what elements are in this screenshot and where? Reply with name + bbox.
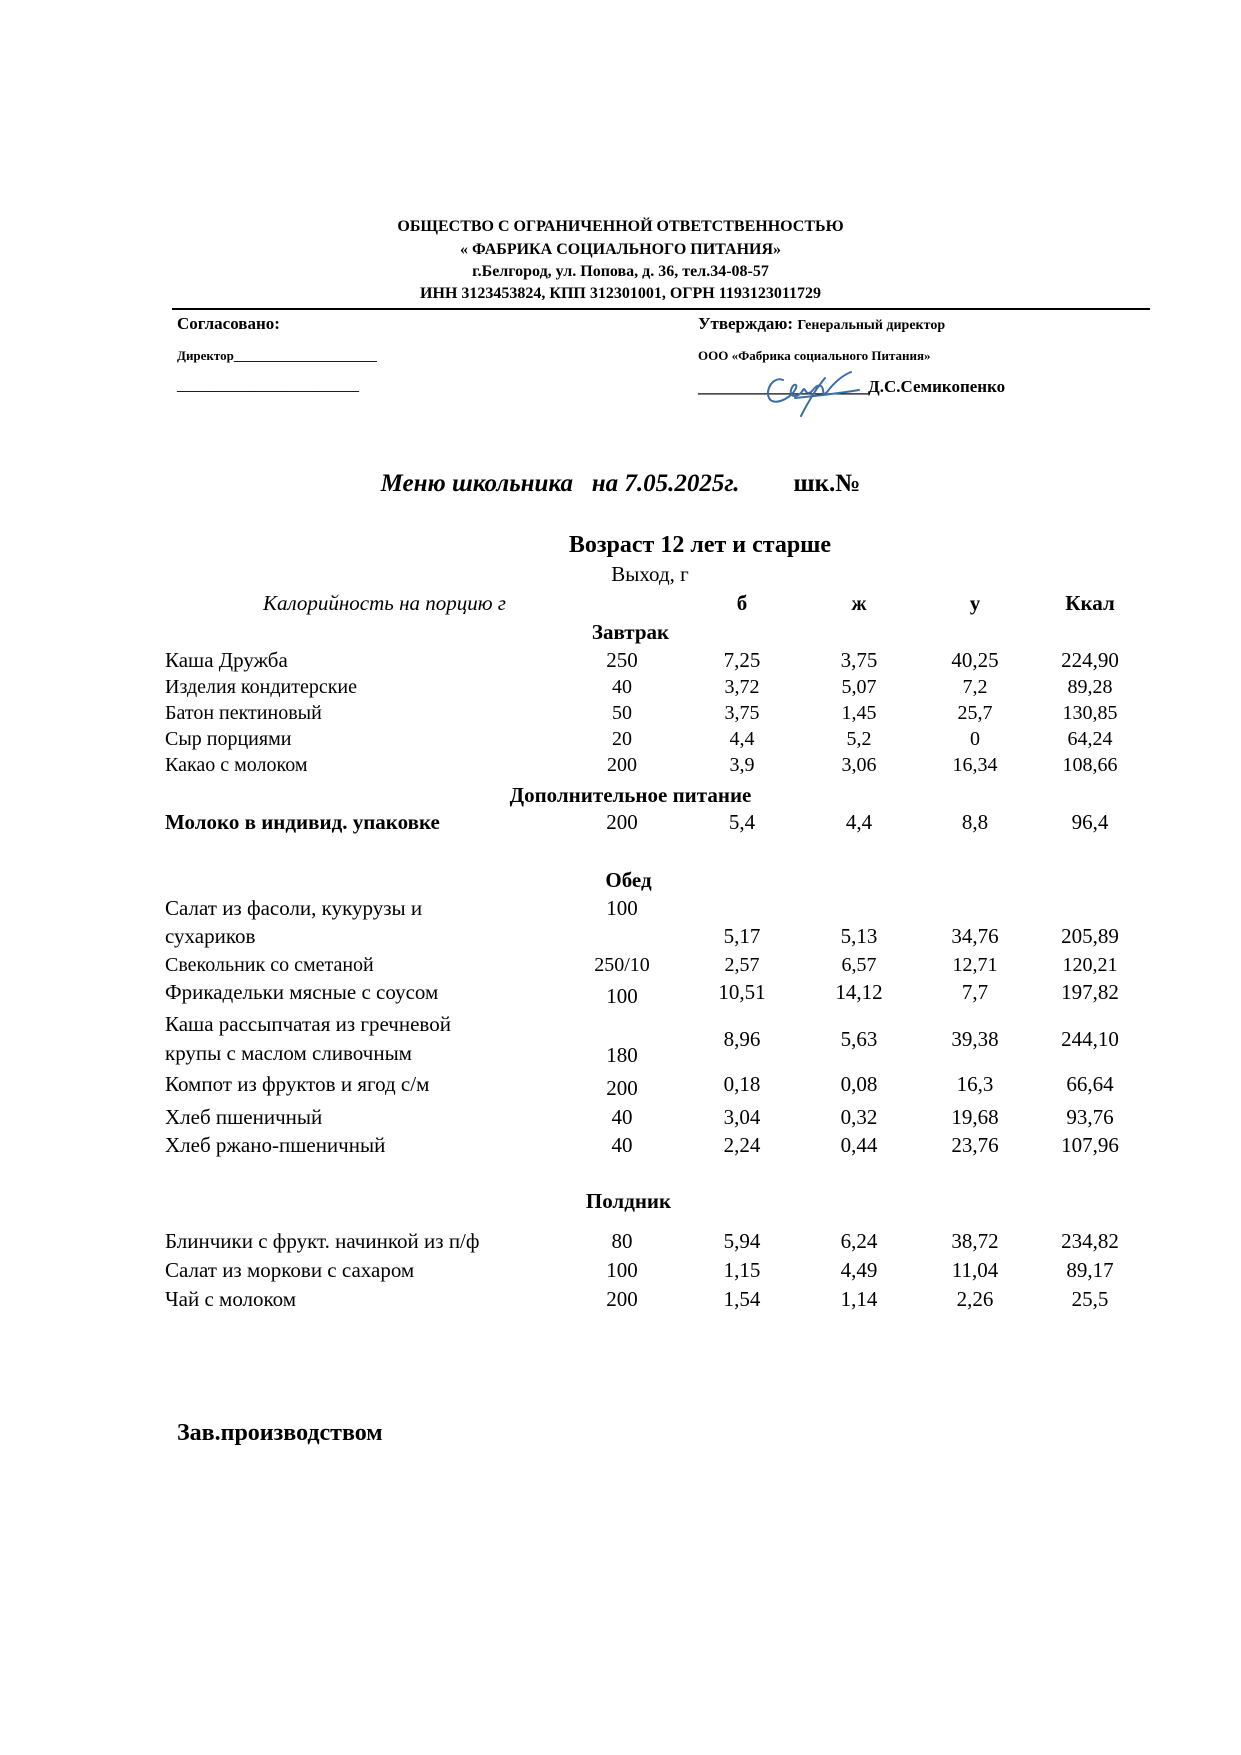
output-label: Выход, г — [611, 562, 689, 586]
fat-value: 0,32 — [840, 1105, 878, 1129]
dish-name: Свекольник со сметаной — [165, 954, 374, 976]
carb-value: 2,26 — [956, 1287, 994, 1311]
kcal-value: 108,66 — [1062, 754, 1118, 776]
production-head: Зав.производством — [177, 1420, 383, 1446]
protein-value: 1,15 — [723, 1258, 761, 1282]
fat-value: 3,06 — [841, 754, 877, 776]
protein-value: 3,72 — [724, 676, 760, 698]
protein-value: 3,75 — [724, 702, 760, 724]
dish-name-cont: крупы с маслом сливочным — [165, 1041, 412, 1065]
org-address: г.Белгород, ул. Попова, д. 36, тел.34-08-57 — [472, 263, 769, 280]
col-header-kcal: Ккал — [1065, 591, 1115, 615]
fat-value: 0,08 — [840, 1072, 878, 1096]
table-row — [0, 1012, 1241, 1072]
menu-title: Меню школьника на 7.05.2025г. — [380, 470, 740, 497]
carb-value: 7,2 — [962, 676, 988, 698]
kcal-value: 234,82 — [1061, 1229, 1119, 1253]
approve-block — [698, 314, 945, 334]
table-row — [0, 1105, 1241, 1135]
kcal-value: 25,5 — [1071, 1287, 1109, 1311]
carb-value: 16,3 — [956, 1072, 994, 1096]
kcal-value: 107,96 — [1061, 1133, 1119, 1157]
carb-value: 8,8 — [961, 810, 989, 834]
kcal-value: 64,24 — [1067, 728, 1113, 750]
carb-value: 11,04 — [951, 1258, 999, 1282]
kcal-value: 66,64 — [1066, 1072, 1114, 1096]
dish-name: Хлеб ржано-пшеничный — [165, 1133, 386, 1157]
col-header-b: б — [736, 591, 748, 615]
signer-name: Д.С.Семикопенко — [868, 377, 1006, 396]
protein-value: 10,51 — [718, 980, 766, 1004]
dish-name: Молоко в индивид. упаковке — [165, 810, 440, 834]
protein-value: 2,57 — [724, 954, 760, 976]
output-value: 100 — [606, 984, 638, 1008]
kcal-value: 244,10 — [1061, 1027, 1119, 1051]
carb-value: 19,68 — [951, 1105, 999, 1129]
output-value: 100 — [606, 1258, 638, 1282]
agreed-label: Согласовано: — [177, 314, 280, 333]
carb-value: 0 — [970, 728, 980, 750]
output-value: 200 — [606, 1287, 638, 1311]
kcal-value: 224,90 — [1061, 648, 1119, 672]
fat-value: 5,2 — [846, 728, 872, 750]
fat-value: 5,07 — [841, 676, 877, 698]
protein-value: 8,96 — [723, 1027, 761, 1051]
dish-name: Фрикадельки мясные с соусом — [165, 980, 439, 1004]
section-breakfast: Завтрак — [591, 620, 670, 644]
protein-value: 0,18 — [723, 1072, 761, 1096]
dish-name: Хлеб пшеничный — [165, 1105, 323, 1129]
dish-name: Каша рассыпчатая из гречневой — [165, 1012, 451, 1036]
carb-value: 23,76 — [951, 1133, 999, 1157]
fat-value: 6,24 — [840, 1229, 878, 1253]
dish-name: Каша Дружба — [165, 648, 288, 672]
table-row — [0, 1133, 1241, 1163]
table-row — [0, 810, 1241, 840]
director-line: Директор______________________ — [177, 348, 377, 363]
protein-value: 5,94 — [723, 1229, 761, 1253]
blank-line: ____________________________ — [177, 378, 359, 393]
output-value: 250 — [606, 648, 638, 672]
table-row — [0, 896, 1241, 956]
col-header-u: у — [969, 591, 981, 615]
protein-value: 4,4 — [729, 728, 755, 750]
carb-value: 25,7 — [957, 702, 993, 724]
table-row — [0, 1229, 1241, 1259]
output-value: 50 — [612, 702, 632, 724]
carb-value: 38,72 — [951, 1229, 999, 1253]
approve-label: Утверждаю: — [698, 314, 794, 333]
output-value: 200 — [606, 1076, 638, 1100]
carb-value: 7,7 — [961, 980, 989, 1004]
kcal-value: 130,85 — [1062, 702, 1118, 724]
output-value: 40 — [611, 1133, 633, 1157]
dish-name: Салат из моркови с сахаром — [165, 1258, 415, 1282]
table-row — [0, 754, 1241, 784]
output-value: 80 — [611, 1229, 633, 1253]
section-extra: Дополнительное питание — [509, 783, 752, 807]
dish-name: Блинчики с фрукт. начинкой из п/ф — [165, 1229, 480, 1253]
dish-name: Сыр порциями — [165, 728, 292, 750]
calorie-label: Калорийность на порцию г — [263, 591, 506, 615]
kcal-value: 93,76 — [1066, 1105, 1114, 1129]
carb-value: 34,76 — [951, 924, 999, 948]
output-value: 250/10 — [594, 954, 650, 976]
company-line: ООО «Фабрика социального Питания» — [698, 348, 931, 363]
org-requisites: ИНН 3123453824, КПП 312301001, ОГРН 1193123011729 — [420, 285, 821, 302]
section-snack: Полдник — [585, 1189, 672, 1213]
school-number: шк.№ — [793, 470, 861, 497]
protein-value: 2,24 — [723, 1133, 761, 1157]
output-value: 20 — [612, 728, 632, 750]
fat-value: 5,63 — [840, 1027, 878, 1051]
dish-name: Чай с молоком — [165, 1287, 297, 1311]
fat-value: 14,12 — [835, 980, 883, 1004]
output-value: 200 — [607, 754, 637, 776]
header-divider — [172, 308, 1150, 310]
org-name-line1: ОБЩЕСТВО С ОГРАНИЧЕННОЙ ОТВЕТСТВЕННОСТЬЮ — [397, 218, 844, 235]
carb-value: 40,25 — [951, 648, 999, 672]
carb-value: 12,71 — [952, 954, 998, 976]
kcal-value: 96,4 — [1071, 810, 1109, 834]
column-headers — [0, 591, 1241, 621]
protein-value: 5,4 — [728, 810, 756, 834]
output-value: 40 — [612, 676, 632, 698]
dish-name: Батон пектиновый — [165, 702, 322, 724]
kcal-value: 205,89 — [1061, 924, 1119, 948]
kcal-value: 197,82 — [1061, 980, 1119, 1004]
org-name-line2: « ФАБРИКА СОЦИАЛЬНОГО ПИТАНИЯ» — [459, 241, 782, 258]
dish-name-cont: сухариков — [165, 924, 256, 948]
signature — [755, 360, 865, 420]
section-lunch: Обед — [605, 868, 652, 892]
protein-value: 7,25 — [723, 648, 761, 672]
output-value: 200 — [606, 810, 638, 834]
menu-title-row — [0, 470, 1241, 498]
table-row — [0, 1258, 1241, 1288]
output-value: 40 — [611, 1105, 633, 1129]
carb-value: 39,38 — [951, 1027, 999, 1051]
output-value: 100 — [606, 896, 638, 920]
sign-line: ____________________ — [698, 377, 868, 396]
kcal-value: 120,21 — [1062, 954, 1118, 976]
output-value: 180 — [606, 1043, 638, 1067]
carb-value: 16,34 — [952, 754, 998, 776]
dish-name: Какао с молоком — [165, 754, 308, 776]
protein-value: 5,17 — [723, 924, 761, 948]
table-row — [0, 980, 1241, 1010]
approve-role: Генеральный директор — [797, 318, 946, 333]
fat-value: 0,44 — [840, 1133, 878, 1157]
fat-value: 1,14 — [840, 1287, 878, 1311]
col-header-zh: ж — [851, 591, 867, 615]
fat-value: 6,57 — [841, 954, 877, 976]
table-row — [0, 648, 1241, 678]
fat-value: 1,45 — [841, 702, 877, 724]
fat-value: 4,49 — [840, 1258, 878, 1282]
dish-name: Изделия кондитерские — [165, 676, 357, 698]
protein-value: 1,54 — [723, 1287, 761, 1311]
protein-value: 3,04 — [723, 1105, 761, 1129]
protein-value: 3,9 — [729, 754, 755, 776]
table-row — [0, 1072, 1241, 1102]
age-group: Возраст 12 лет и старше — [568, 532, 832, 558]
fat-value: 5,13 — [840, 924, 878, 948]
kcal-value: 89,17 — [1066, 1258, 1114, 1282]
dish-name: Компот из фруктов и ягод с/м — [165, 1072, 430, 1096]
fat-value: 4,4 — [845, 810, 873, 834]
fat-value: 3,75 — [840, 648, 878, 672]
kcal-value: 89,28 — [1067, 676, 1113, 698]
dish-name: Салат из фасоли, кукурузы и — [165, 896, 423, 920]
table-row — [0, 1287, 1241, 1317]
